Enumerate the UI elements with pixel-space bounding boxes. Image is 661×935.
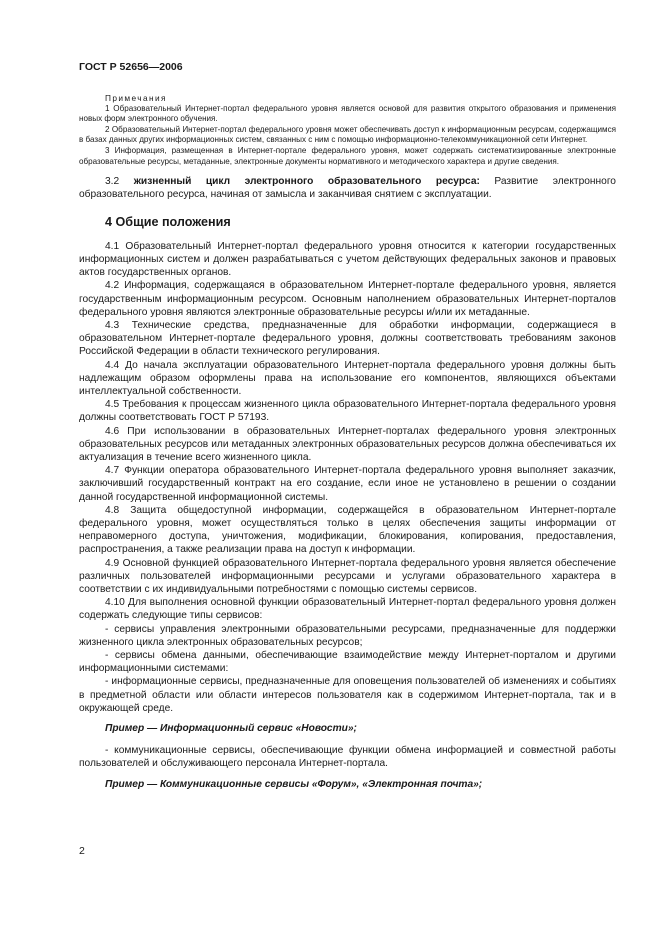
page-content <box>79 93 616 800</box>
paragraph-4-10: 4.10 Для выполнения основной функции образовательный Интернет-портал федерального уровня должен содержать следующие типы сервисов: <box>79 597 616 622</box>
paragraph-4-6: 4.6 При использовании в образовательных Интернет-порталах федерального уровня электронных образовательных ресурсов или метаданных электронных образовательных ресурсов должна обеспечиваться их актуализация в течение всего жизненного цикла. <box>79 425 616 464</box>
notes-block <box>79 93 616 167</box>
document-header: ГОСТ Р 52656—2006 <box>79 61 183 73</box>
example-forum: Пример — Коммуникационные сервисы «Форум», «Электронная почта»; <box>105 778 483 790</box>
note-item: 2 Образовательный Интернет-портал федерального уровня может обеспечивать доступ к информационным ресурсам, содержащимся в базах данных других информационных систем, связанных с ним с помощью информационно-телекоммуникационной сети Интернет. <box>79 124 616 145</box>
paragraph-4-9: 4.9 Основной функцией образовательного Интернет-портала федерального уровня является обеспечение различных пользователей информационными ресурсами и услугами образовательного характера в соответствии с их индивидуальными потребностями с помощью системы сервисов. <box>79 557 616 596</box>
section-heading: 4 Общие положения <box>105 214 231 229</box>
list-item-content-management: - сервисы управления электронными образовательными ресурсами, предназначенные для поддержки жизненного цикла электронных образовательных ресурсов; <box>79 623 616 648</box>
definition-number: 3.2 <box>105 176 120 188</box>
paragraph-4-1: 4.1 Образовательный Интернет-портал федерального уровня относится к категории государственных информационных систем и должен разрабатываться с учетом действующих федеральных законов и правовых актов государственных органов. <box>79 240 616 279</box>
note-item: 1 Образовательный Интернет-портал федерального уровня является основой для развития открытого образования и применения новых форм электронного обучения. <box>79 103 616 124</box>
paragraph-4-4: 4.4 До начала эксплуатации образовательного Интернет-портала федерального уровня должны быть надлежащим образом оформлены права на использование его компонентов, являющихся объектами интеллектуальной собственности. <box>79 359 616 397</box>
paragraph-4-7: 4.7 Функции оператора образовательного Интернет-портала федерального уровня выполняет заказчик, заключивший государственный контракт на его создание, если иное не установлено в решении о создании данной государственной информационной системы. <box>79 465 616 503</box>
paragraph-4-3: 4.3 Технические средства, предназначенные для обработки информации, содержащиеся в образовательном Интернет-портале федерального уровня, должны соответствовать требованиям законов Российской Федерации в области технического регулирования. <box>79 319 616 358</box>
paragraph-4-5: 4.5 Требования к процессам жизненного цикла образовательного Интернет-портала федерального уровня должны соответствовать ГОСТ Р 57193. <box>79 399 616 424</box>
paragraph-4-2: 4.2 Информация, содержащаяся в образовательном Интернет-портале федерального уровня, является государственным информационным ресурсом. Основным наполнением образовательных Интернет-порталов федерального уровня являются электронные образовательные ресурсы и/или их метаданные. <box>79 280 616 318</box>
definition-text: Развитие электронного образовательного ресурса, начиная от замысла и заканчивая снятием с эксплуатации. <box>79 176 616 201</box>
notes-title: Примечания <box>105 93 167 103</box>
definition-3-2 <box>79 175 616 201</box>
list-item-data-exchange: - сервисы обмена данными, обеспечивающие взаимодействие между Интернет-порталом и другими информационными системами: <box>79 650 616 675</box>
definition-term: жизненный цикл электронного образовательного ресурса: <box>133 176 480 188</box>
example-news: Пример — Информационный сервис «Новости»; <box>105 723 357 735</box>
list-item-communication-services: - коммуникационные сервисы, обеспечивающие функции обмена информацией и совместной работы пользователей и обслуживающего персонала Интернет-портала. <box>79 745 616 770</box>
paragraph-4-8: 4.8 Защита общедоступной информации, содержащейся в образовательном Интернет-портале федерального уровня, может осуществляться только в целях обеспечения защиты информации от неправомерного доступа, уничтожения, модификации, блокирования, копирования, предоставления, распространения, а также реализации права на доступ к информации. <box>79 504 616 556</box>
note-item: 3 Информация, размещенная в Интернет-портале федерального уровня, может содержать систематизированные электронные образовательные ресурсы, метаданные, электронные документы нормативного и методического характера и другие сведения. <box>79 145 616 166</box>
page-number: 2 <box>79 845 85 857</box>
list-item-information-services: - информационные сервисы, предназначенные для оповещения пользователей об изменениях и событиях в предметной области или области интересов пользователя как в содержимом Интернет-портала, так и в окружающей среде. <box>79 676 616 714</box>
